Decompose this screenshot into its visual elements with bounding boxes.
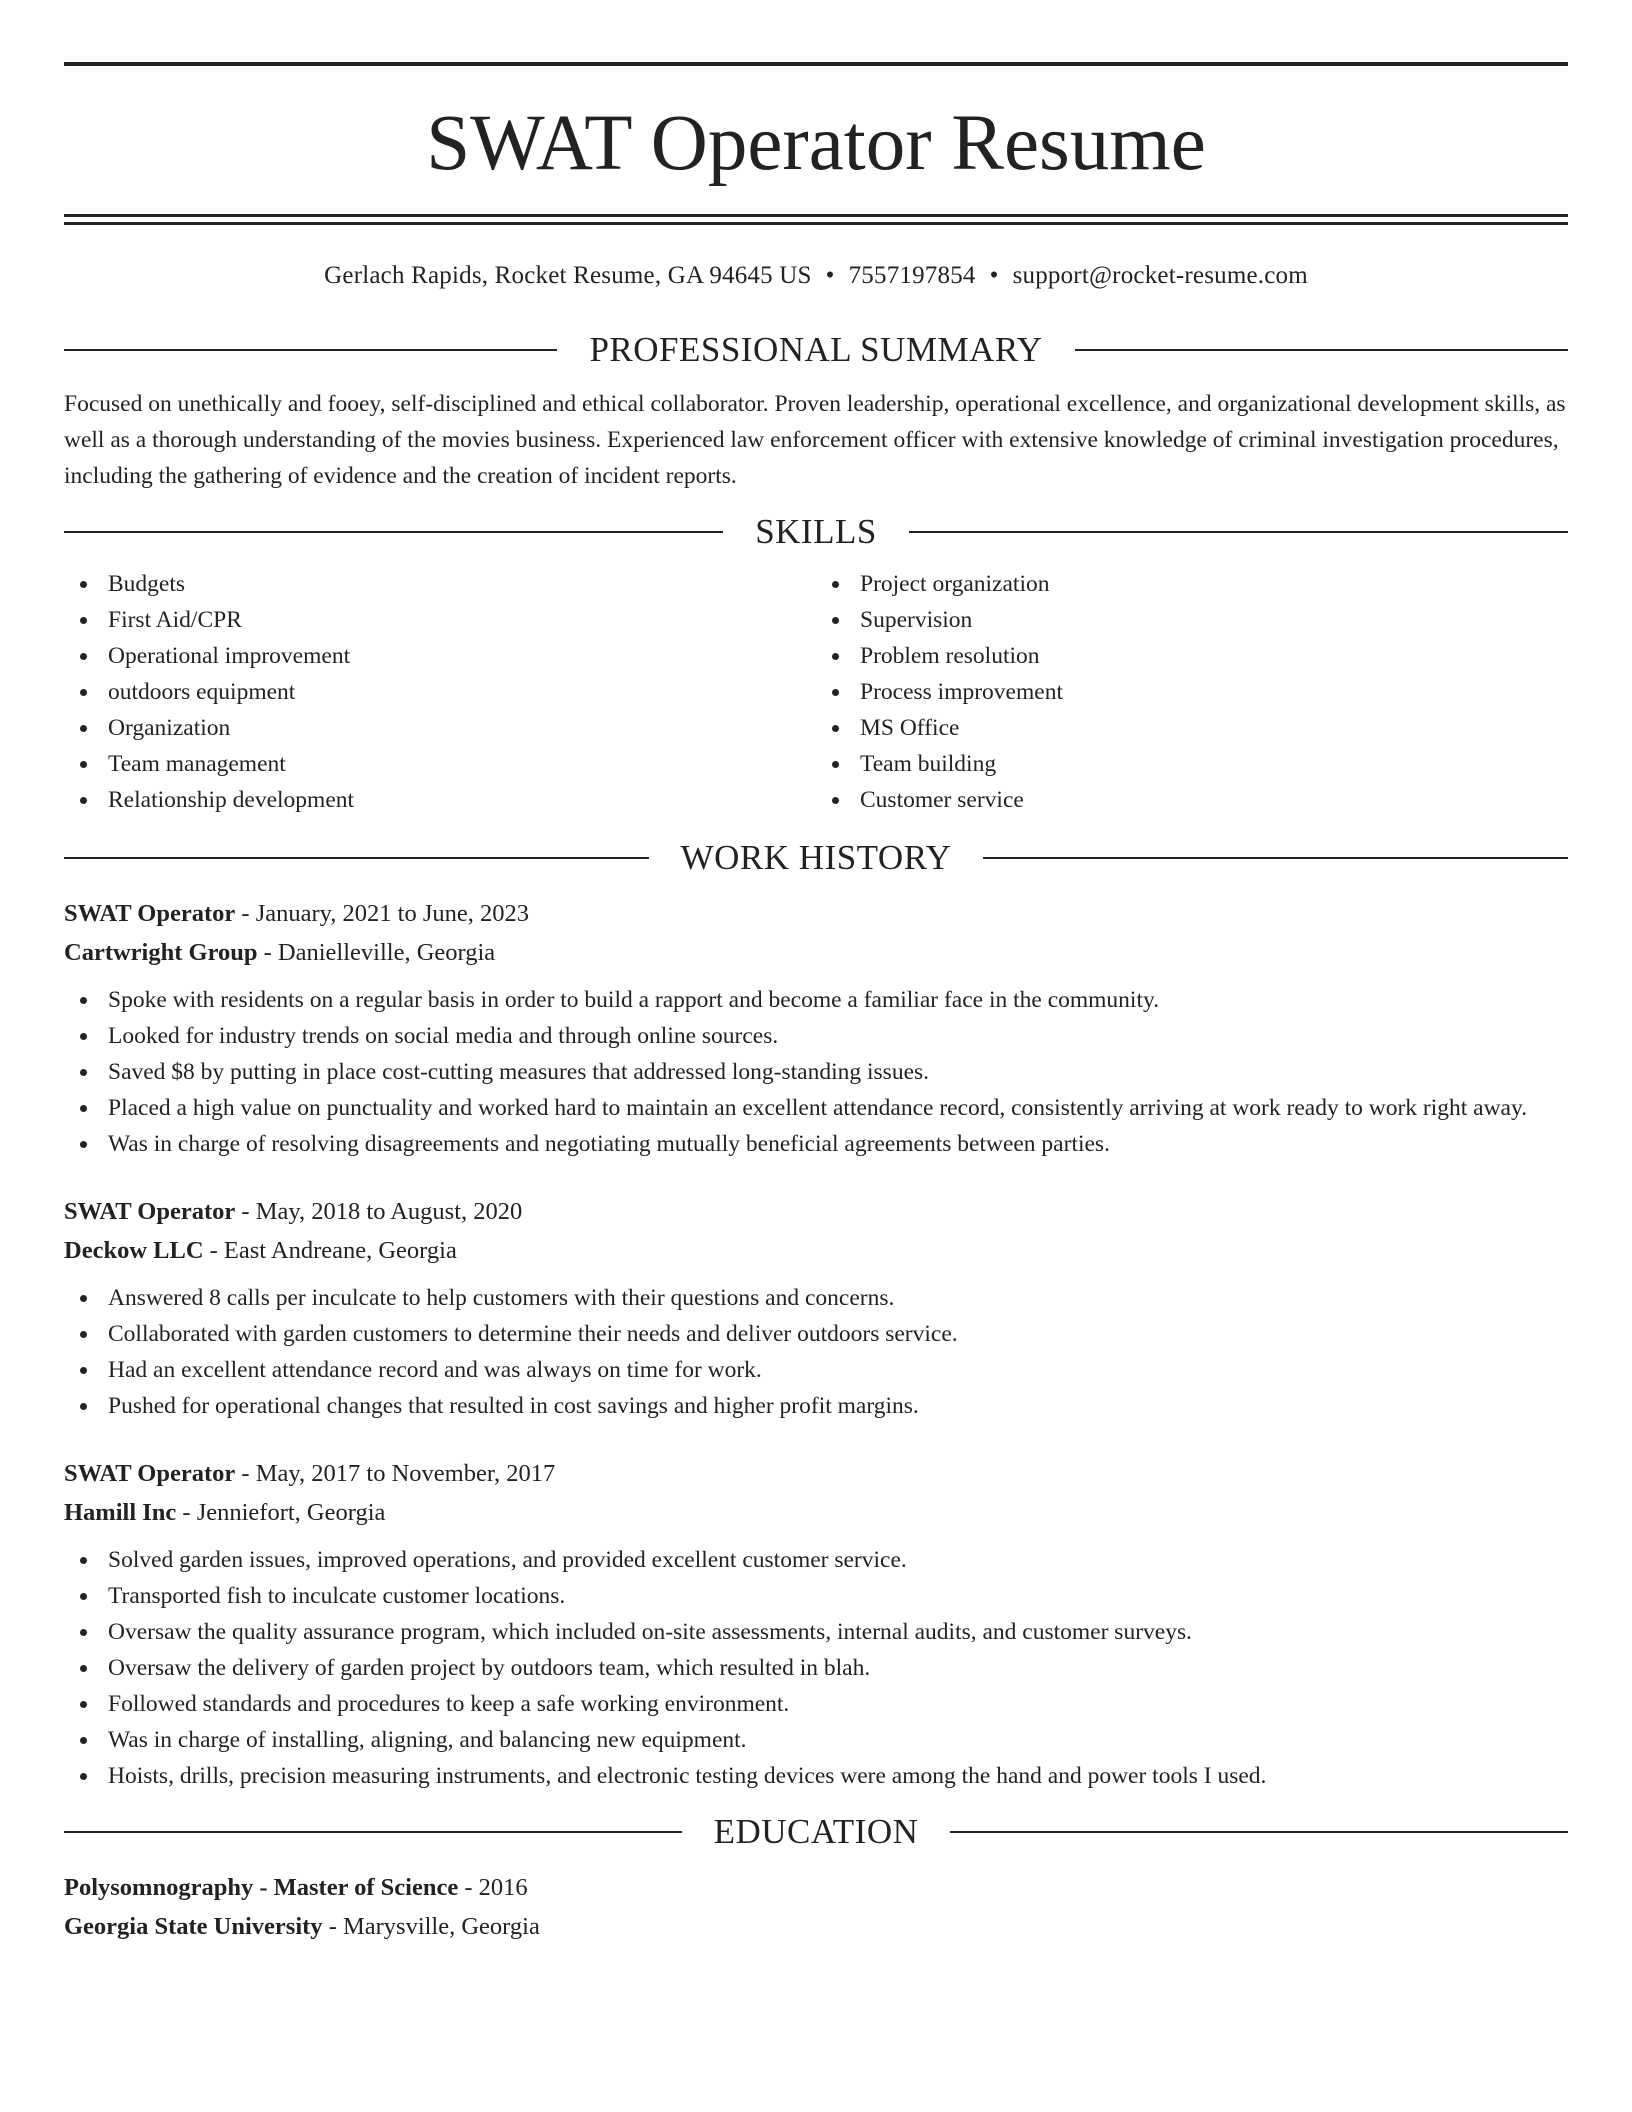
skill-item: Team management [64, 746, 816, 782]
job-bullet: Was in charge of installing, aligning, and balancing new equipment. [64, 1722, 1568, 1758]
job-bullet: Placed a high value on punctuality and worked hard to maintain an excellent attendance record, consistently arriving at work ready to work right away. [64, 1090, 1568, 1126]
job-title-line [64, 1192, 1568, 1231]
job-title: SWAT Operator [64, 1460, 236, 1487]
skill-item: Organization [64, 710, 816, 746]
job-bullet: Had an excellent attendance record and was always on time for work. [64, 1352, 1568, 1388]
skill-item: Customer service [816, 782, 1568, 818]
skill-item: Relationship development [64, 782, 816, 818]
contact-line [64, 262, 1568, 290]
job-bullet: Hoists, drills, precision measuring instruments, and electronic testing devices were among the hand and power tools I used. [64, 1758, 1568, 1794]
education-degree-line [64, 1868, 1568, 1907]
job-dates: - January, 2021 to June, 2023 [235, 900, 530, 927]
resume-title: SWAT Operator Resume [426, 100, 1206, 187]
education-school: Georgia State University [64, 1913, 323, 1940]
education-school-line [64, 1907, 1568, 1946]
job-company-line [64, 1231, 1568, 1270]
skill-item: MS Office [816, 710, 1568, 746]
job-location: - Danielleville, Georgia [257, 939, 496, 966]
job-bullets [64, 1542, 1568, 1794]
top-rule [64, 62, 1568, 66]
job-bullets [64, 1280, 1568, 1424]
job-bullet: Answered 8 calls per inculcate to help customers with their questions and concerns. [64, 1280, 1568, 1316]
heading-rule [950, 1831, 1568, 1833]
job-location: - East Andreane, Georgia [203, 1237, 457, 1264]
job-dates: - May, 2017 to November, 2017 [235, 1460, 556, 1487]
education-degree: Polysomnography - Master of Science [64, 1874, 459, 1901]
summary-heading-text: PROFESSIONAL SUMMARY [589, 330, 1043, 369]
job-bullet: Oversaw the delivery of garden project by outdoors team, which resulted in blah. [64, 1650, 1568, 1686]
job-company: Cartwright Group [64, 939, 258, 966]
education-location: - Marysville, Georgia [322, 1913, 540, 1940]
education-entry [64, 1868, 1568, 1946]
skills-heading [64, 512, 1568, 552]
skill-item: outdoors equipment [64, 674, 816, 710]
job-title: SWAT Operator [64, 900, 236, 927]
job-bullet: Oversaw the quality assurance program, which included on-site assessments, internal audits, and customer surveys. [64, 1614, 1568, 1650]
contact-separator: • [825, 262, 835, 289]
job-bullet: Transported fish to inculcate customer locations. [64, 1578, 1568, 1614]
job-title-line [64, 894, 1568, 933]
job-entry [64, 1192, 1568, 1424]
job-location: - Jenniefort, Georgia [176, 1499, 386, 1526]
skill-item: Problem resolution [816, 638, 1568, 674]
summary-text: Focused on unethically and fooey, self-disciplined and ethical collaborator. Proven leadership, operational excellence, and organizational development skills, as well as a thorough understanding of the movies business. Experienced law enforcement officer with extensive knowledge of criminal investigation procedures, including the gathering of evidence and the creation of incident reports. [64, 391, 1566, 489]
job-dates: - May, 2018 to August, 2020 [235, 1198, 523, 1225]
heading-rule [64, 857, 649, 859]
job-bullet: Looked for industry trends on social media and through online sources. [64, 1018, 1568, 1054]
skill-item: Project organization [816, 566, 1568, 602]
skill-item: Supervision [816, 602, 1568, 638]
job-bullet: Followed standards and procedures to keep a safe working environment. [64, 1686, 1568, 1722]
title-double-rule [64, 214, 1568, 225]
job-bullet: Saved $8 by putting in place cost-cutting measures that addressed long-standing issues. [64, 1054, 1568, 1090]
job-company-line [64, 1493, 1568, 1532]
work-heading [64, 838, 1568, 878]
skill-item: First Aid/CPR [64, 602, 816, 638]
heading-rule [1075, 349, 1568, 351]
job-company: Hamill Inc [64, 1499, 177, 1526]
skill-item: Team building [816, 746, 1568, 782]
job-title-line [64, 1454, 1568, 1493]
job-company-line [64, 933, 1568, 972]
job-bullet: Pushed for operational changes that resulted in cost savings and higher profit margins. [64, 1388, 1568, 1424]
skill-item: Process improvement [816, 674, 1568, 710]
skill-item: Operational improvement [64, 638, 816, 674]
skill-item: Budgets [64, 566, 816, 602]
job-entry [64, 894, 1568, 1162]
contact-email: support@rocket-resume.com [1012, 262, 1308, 289]
work-heading-text: WORK HISTORY [680, 838, 952, 877]
skills-column-left [64, 566, 816, 818]
job-company: Deckow LLC [64, 1237, 204, 1264]
heading-rule [909, 531, 1568, 533]
summary-heading [64, 330, 1568, 370]
job-bullet: Was in charge of resolving disagreements and negotiating mutually beneficial agreements between parties. [64, 1126, 1568, 1162]
contact-separator: • [989, 262, 999, 289]
job-bullet: Solved garden issues, improved operations, and provided excellent customer service. [64, 1542, 1568, 1578]
skills-column-right [816, 566, 1568, 818]
job-entry [64, 1454, 1568, 1794]
heading-rule [983, 857, 1568, 859]
heading-rule [64, 349, 557, 351]
education-heading [64, 1812, 1568, 1852]
contact-address: Gerlach Rapids, Rocket Resume, GA 94645 US [324, 262, 812, 289]
education-heading-text: EDUCATION [713, 1812, 919, 1851]
education-year: - 2016 [458, 1874, 528, 1901]
job-title: SWAT Operator [64, 1198, 236, 1225]
job-bullets [64, 982, 1568, 1162]
skills-list [64, 566, 1568, 818]
job-bullet: Spoke with residents on a regular basis in order to build a rapport and become a familiar face in the community. [64, 982, 1568, 1018]
heading-rule [64, 1831, 682, 1833]
heading-rule [64, 531, 723, 533]
skills-heading-text: SKILLS [755, 512, 877, 551]
contact-phone: 7557197854 [848, 262, 976, 289]
job-bullet: Collaborated with garden customers to determine their needs and deliver outdoors service. [64, 1316, 1568, 1352]
